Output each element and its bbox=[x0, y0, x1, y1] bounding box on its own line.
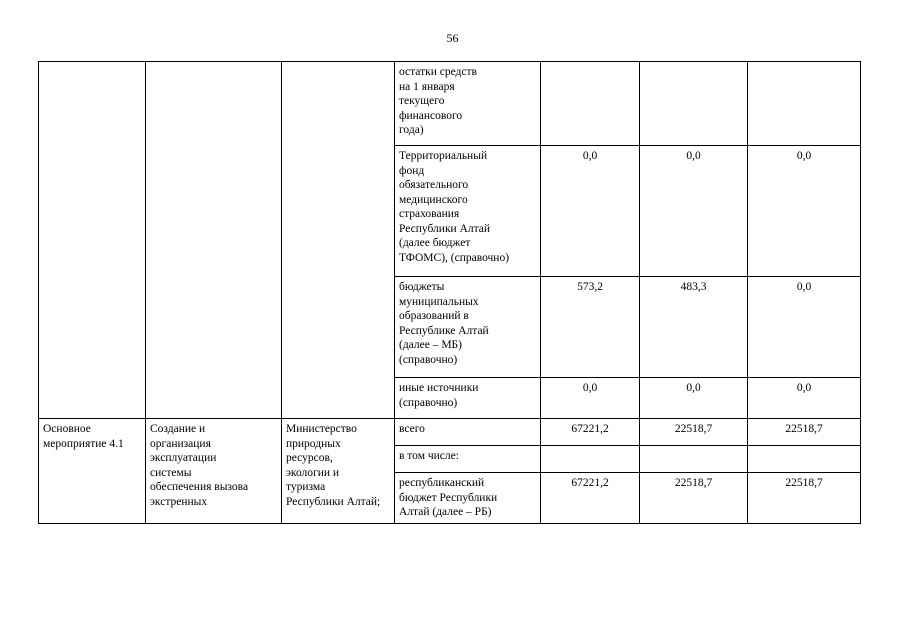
value-cell: 0,0 bbox=[748, 378, 861, 419]
funding-source-cell: остатки средств на 1 января текущего финансового года) bbox=[395, 62, 541, 146]
value-cell bbox=[748, 446, 861, 473]
value-cell: 67221,2 bbox=[541, 473, 640, 524]
value-cell: 0,0 bbox=[640, 378, 748, 419]
value-cell: 0,0 bbox=[541, 378, 640, 419]
funding-source-cell: иные источники (справочно) bbox=[395, 378, 541, 419]
value-cell: 67221,2 bbox=[541, 419, 640, 446]
activity-name-cell: Основное мероприятие 4.1 bbox=[39, 419, 146, 524]
funding-source-cell: Территориальный фонд обязательного медицинского страхования Республики Алтай (далее бюджет ТФОМС), (справочно) bbox=[395, 146, 541, 277]
value-cell: 22518,7 bbox=[640, 473, 748, 524]
value-cell: 22518,7 bbox=[748, 473, 861, 524]
activity-executor-cell: Министерство природных ресурсов, экологии и туризма Республики Алтай; bbox=[282, 419, 395, 524]
activity-description-cell: Создание и организация эксплуатации системы обеспечения вызова экстренных bbox=[146, 419, 282, 524]
empty-cell bbox=[146, 62, 282, 419]
funding-source-cell: бюджеты муниципальных образований в Республике Алтай (далее – МБ) (справочно) bbox=[395, 277, 541, 378]
value-cell: 0,0 bbox=[748, 277, 861, 378]
value-cell bbox=[640, 446, 748, 473]
empty-cell bbox=[39, 62, 146, 419]
value-cell bbox=[640, 62, 748, 146]
funding-source-cell: республиканский бюджет Республики Алтай (далее – РБ) bbox=[395, 473, 541, 524]
table-row bbox=[39, 62, 861, 146]
value-cell bbox=[541, 446, 640, 473]
value-cell bbox=[748, 62, 861, 146]
value-cell: 0,0 bbox=[748, 146, 861, 277]
value-cell: 483,3 bbox=[640, 277, 748, 378]
table-row bbox=[39, 419, 861, 446]
page-number: 56 bbox=[446, 31, 459, 45]
value-cell: 0,0 bbox=[541, 146, 640, 277]
value-cell: 22518,7 bbox=[748, 419, 861, 446]
value-cell: 0,0 bbox=[640, 146, 748, 277]
empty-cell bbox=[282, 62, 395, 419]
budget-table bbox=[38, 61, 861, 524]
funding-source-cell: всего bbox=[395, 419, 541, 446]
funding-source-cell: в том числе: bbox=[395, 446, 541, 473]
value-cell bbox=[541, 62, 640, 146]
value-cell: 22518,7 bbox=[640, 419, 748, 446]
value-cell: 573,2 bbox=[541, 277, 640, 378]
